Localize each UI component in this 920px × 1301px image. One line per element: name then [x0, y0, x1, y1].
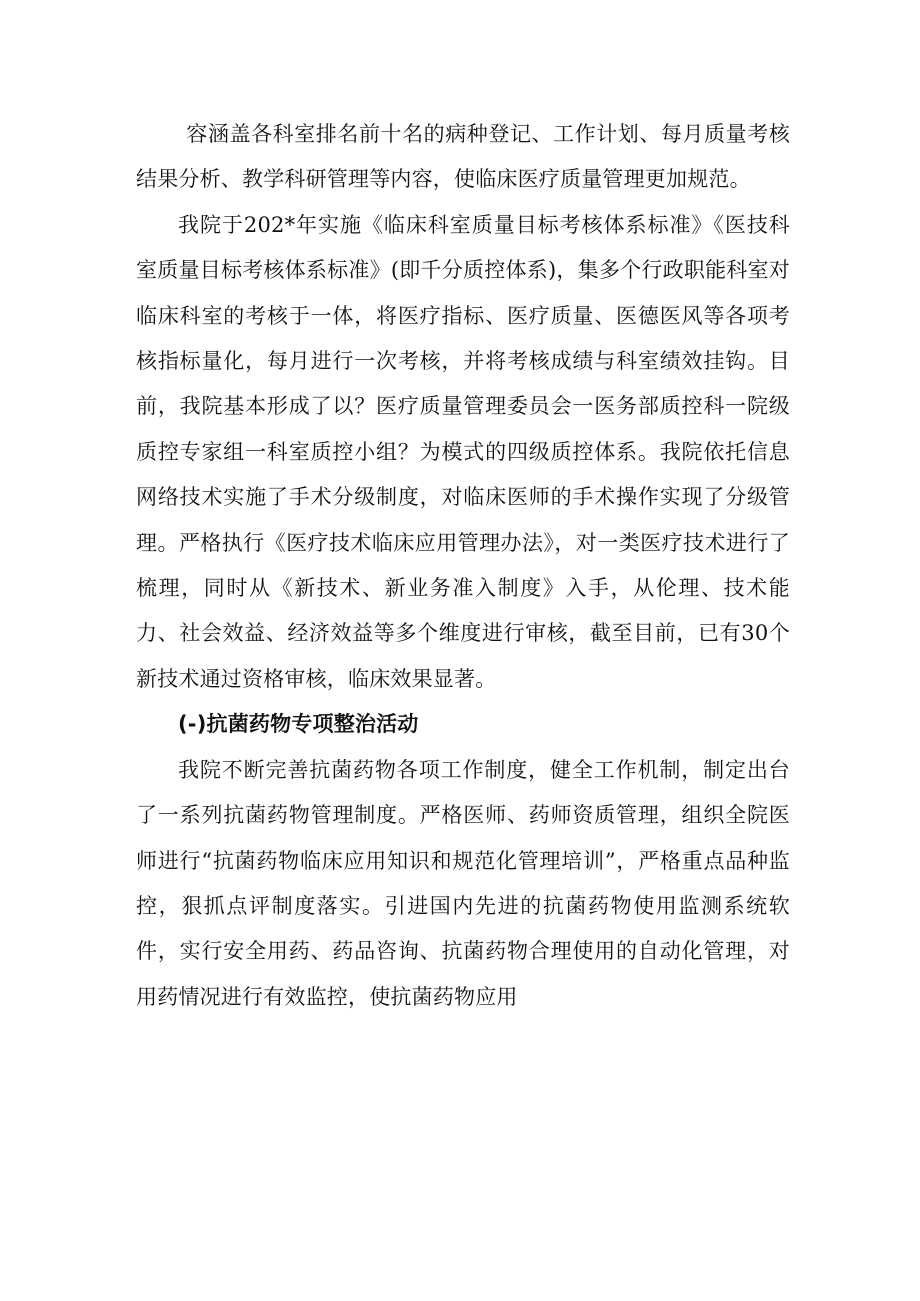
paragraph-1: 容涵盖各科室排名前十名的病种登记、工作计划、每月质量考核结果分析、教学科研管理等内容，使临床医疗质量管理更加规范。	[136, 122, 790, 192]
document-body	[136, 112, 790, 1020]
section-heading: (-)抗菌药物专项整治活动	[178, 712, 419, 737]
paragraph-3: 我院不断完善抗菌药物各项工作制度，健全工作机制，制定出台了一系列抗菌药物管理制度。严格医师、药师资质管理，组织全院医师进行“抗菌药物临床应用知识和规范化管理培训”，严格重点品种监控，狠抓点评制度落实。引进国内先进的抗菌药物使用监测系统软件，实行安全用药、药品咨询、抗菌药物合理使用的自动化管理，对用药情况进行有效监控，使抗菌药物应用	[136, 757, 790, 1009]
paragraph-2: 我院于202*年实施《临床科室质量目标考核体系标准》《医技科室质量目标考核体系标准》(即千分质控体系)，集多个行政职能科室对临床科室的考核于一体，将医疗指标、医疗质量、医德医风等各项考核指标量化，每月进行一次考核，并将考核成绩与科室绩效挂钩。目前，我院基本形成了以？医疗质量管理委员会一医务部质控科一院级质控专家组一科室质控小组？为模式的四级质控体系。我院依托信息网络技术实施了手术分级制度，对临床医师的手术操作实现了分级管理。严格执行《医疗技术临床应用管理办法》，对一类医疗技术进行了梳理，同时从《新技术、新业务准入制度》入手，从伦理、技术能力、社会效益、经济效益等多个维度进行审核，截至目前，已有30个新技术通过资格审核，临床效果显著。	[136, 212, 790, 691]
